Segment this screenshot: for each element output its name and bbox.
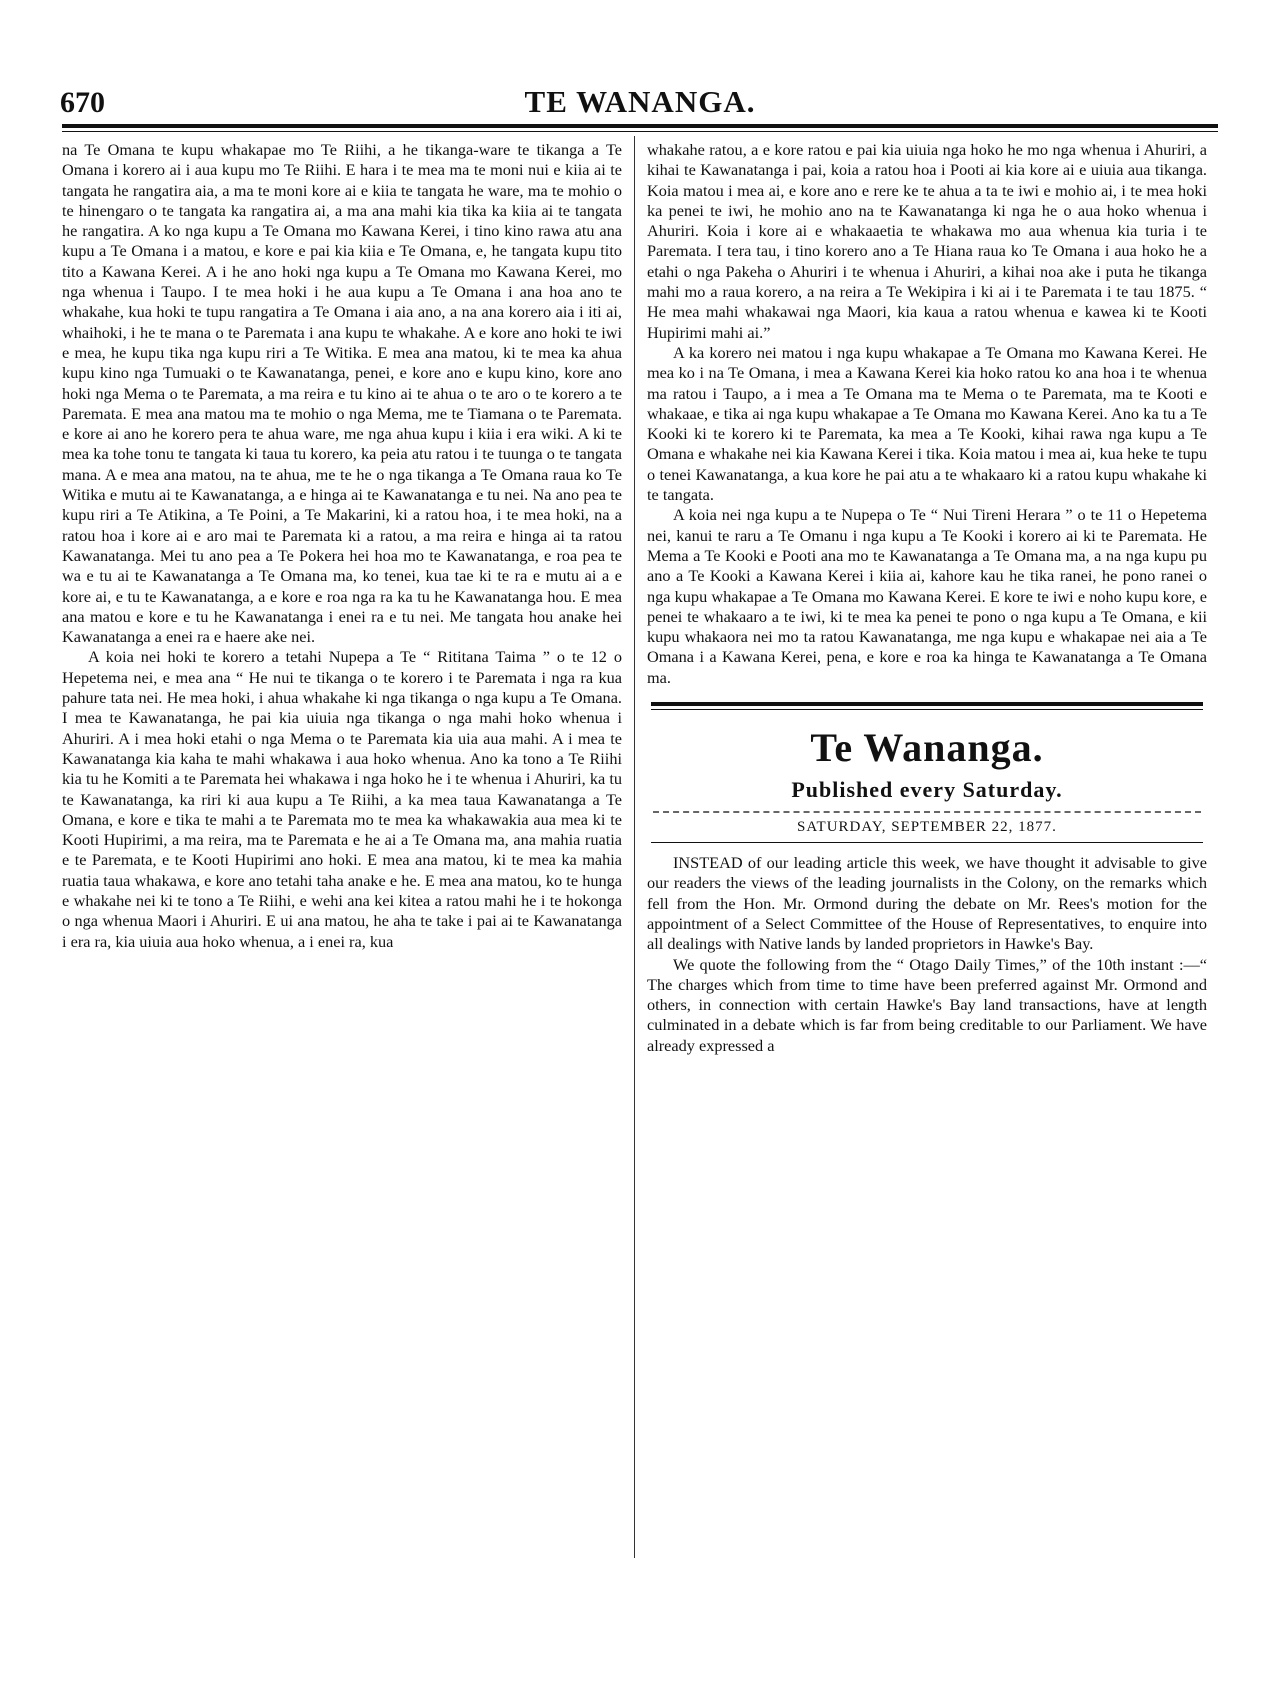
english-paragraph-1: INSTEAD of our leading article this week, we have thought it advisable to give our readers the views of the leading journalists in the Colony, on the remarks which fell from the Hon. Mr. Ormond during the debate on Mr. Rees's motion for the appointment of a Select Committee of the House of Representatives, to enquire into all dealings with Native lands by landed proprietors in Hawke's Bay. [647, 853, 1207, 954]
section-rule-thin [651, 709, 1203, 710]
left-paragraph-1: na Te Omana te kupu whakapae mo Te Riihi, a he tikanga-ware te tikanga a Te Omana i korero ai i aua kupu mo Te Riihi. E hara i te mea ma te moni nui e kiia ai te tangata he rangatira aia, a ma te moni kore ai e kiia te tangata he ware, ma te mohio o te hinengaro o te tangata ka rangatira ai, a ma ana mahi kia tika ka kiia ai te tangata he rangatira. A ko nga kupu a Te Omana mo Kawana Kerei, i tino kino rawa atu ana kupu a Te Omana i a matou, e kore e pai kia kiia e Te Omana, e, he tangata kupu tito tito a Kawana Kerei. A i he ano hoki nga kupu a Te Omana mo Kawana Kerei, mo nga whenua i Taupo. I te mea hoki i he aua kupu a Te Omana i ana hoa ano te whakahe, kua hoki te tupu rangatira a Te Omana i aia ano, a na ana korero aia i iti ai, whaihoki, i he te mana o te Paremata i ana kupu te whakahe. A e kore ano hoki te iwi e mea, he kupu tika nga kupu riri a Te Witika. E mea ana matou, ki te mea ka ahua kupu kino nga Tumuaki o te Kawanatanga, penei, e kore ano e kupu kino, kore ano hoki nga Mema o te Paremata, a ma reira e tu kino ai te ahua o te aro o te korero a te Paremata. E mea ana matou ma te mohio o nga Mema, me te Tiamana o te Paremata. e kore ai ano he korero pera te ahua ware, me nga ahua kupu i kiia i era wiki. A ki te mea ka tohe tonu te tangata ki taua tu korero, ka peia atu ratou i te tuunga o te tangata mana. A e mea ana matou, na te ahua, me te he o nga tikanga a Te Omana raua ko Te Witika e mutu ai te Kawanatanga, a e hinga ai te Kawanatanga e tu nei. Na ano pea te kupu riri a Te Atikina, a Te Poini, a Te Makarini, ki a ratou hoa, i te mea hoki, na a ratou hoa i kore ai e aro mai te Paremata ki a ratou, a ma reira e hinga ai ta ratou Kawanatanga. Mei tu ano pea a Te Pokera hei hoa mo te Kawanatanga, e roa pea te wa e tu ai te Kawanatanga a Te Omana ma, ko tenei, kua tae ki te ra e mutu ai a e kore ai, e tu te Kawanatanga, a e kore e roa nga ra ka tu he Kawanatanga hou. E mea ana matou e kore e tu he Kawanatanga i enei ra e tu nei. Me tangata hou anake hei Kawanatanga a enei ra e haere ake nei. [62, 140, 622, 647]
section-rule-thick [651, 702, 1203, 706]
issue-dateline: SATURDAY, SEPTEMBER 22, 1877. [797, 819, 1057, 836]
english-paragraph-2: We quote the following from the “ Otago Daily Times,” of the 10th instant :—“ The charges which from time to time have been preferred against Mr. Ormond and others, in connection with certain Hawke's Bay land transactions, have at length culminated in a debate which is far from being creditable to our Parliament. We have already expressed a [647, 954, 1207, 1055]
right-paragraph-2: A ka korero nei matou i nga kupu whakapae a Te Omana mo Kawana Kerei. He mea ko i na Te Omana, i mea a Kawana Kerei kia hoko ratou ko ana hoa i te whenua ma ratou i Taupo, a i mea a Te Omana ma te Mema o te Paremata, ma te Kooti e whakaae, e tika ai nga kupu whakapae a Te Omana mo Kawana Kerei. Ano ka tu a Te Kooki ki te korero ki te Paremata, ka mea a Te Kooki, kihai rawa nga kupu a Te Omana e whakahe nei kia Kawana Kerei i tika. Koia matou i mea ai, kua heke te tupu o tenei Kawanatanga, a kua kore he pai atu a te whakaaro ki a ratou kupu whakahe ki te tangata. [647, 342, 1207, 505]
paper-title: Te Wananga. [810, 725, 1044, 771]
right-paragraph-1: whakahe ratou, a e kore ratou e pai kia uiuia nga hoko he mo nga whenua i Ahuriri, a kihai te Kawanatanga i pai, koia a ratou hoa i Pooti ai kia kore ai e uiuia aua tikanga. Koia matou i mea ai, e kore ano e rere ke te ahua a ta te iwi e mohio ai, i te mea hoki ka penei te iwi, he mohio ano na te Kawanatanga ki nga he o aua hoko whenua i Ahuriri. Koia i kore ai e whakaaetia te whakawa mo aua whenua kia turia i te Paremata. I tera tau, i tino korero ano a Te Hiana raua ko Te Omana i aua hoko he a etahi o nga Pakeha o Ahuriri i te whenua i Ahuriri, a kihai noa ake i puta he tikanga mahi mo a raua korero, a na reira a Te Wekipira i ki ai i te Paremata i te tau 1875. “ He mea mahi whakawai nga Maori, kia kaua a ratou whenua e kawea ki te Kooti Hupirimi mahi ai.” [647, 140, 1207, 342]
left-column [62, 140, 622, 952]
header-rule-thin [62, 131, 1218, 132]
dashed-rule [653, 811, 1201, 813]
column-divider [634, 136, 635, 1558]
masthead-title: TE WANANGA. [524, 84, 756, 119]
paper-tagline: Published every Saturday. [791, 777, 1063, 803]
dateline-rule [651, 842, 1203, 843]
right-paragraph-3: A koia nei nga kupu a te Nupepa o Te “ Nui Tireni Herara ” o te 11 o Hepetema nei, kanui te raru a Te Omanu i nga kupu a Te Kooki i korero ai ki te Paremata. He Mema a Te Kooki e Pooti ana mo te Kawanatanga a Te Omana ma, a na nga kupu pu ano a Te Kooki a Kawana Kerei i kiia ai, kahore kau he tika ranei, he pono ranei o nga kupu whakapae a Te Omana mo Kawana Kerei. E kore te iwi e noho kupu kore, e penei te whakaaro a te iwi, ki te mea ka penei te pono o nga kupu a Te Omana, e kii kupu whakaora nei mo ta ratou Kawanatanga, me nga kupu e whakapae nei aia a Te Omana i a Kawana Kerei, pena, e kore e roa ka hinga te Kawanatanga a Te Omana ma. [647, 505, 1207, 687]
left-paragraph-2: A koia nei hoki te korero a tetahi Nupepa a Te “ Rititana Taima ” o te 12 o Hepetema nei, e mea ana “ He nui te tikanga o te korero i te Paremata i nga ra kua pahure tata nei. He mea hoki, i ahua whakahe ki nga tikanga o nga kupu a Te Omana. I mea te Kawanatanga, he pai kia uiuia nga tikanga o nga mahi hoko whenua i Ahuriri. A i mea hoki etahi o nga Mema o te Paremata kia uia aua mahi. A i mea te Kawanatanga kia kaha te mahi whakawa i aua hoko whenua. Ano ka tono a Te Riihi kia tu he Komiti a te Paremata hei whakawa i nga hoko he i te whenua i Ahuriri, ka tu te Kawanatanga, ka riri ki aua kupu a Te Riihi, a ka mea taua Kawanatanga a Te Omana, e kore e tika te mahi a te Paremata mo te mea ka whakawakia aua mea ki te Kooti Hupirimi, a ma reira, ma te Paremata e he ai a Te Omana ma, ana mahia ruatia e te Paremata, e te Kooti Hupirimi ano hoki. E mea ana matou, ki te mea ka mahia ruatia taua whakawa, e kore ano tetahi taha anake e he. E mea ana matou, ko te hunga e whakahe nei ki te tono a Te Riihi, e wehi ana kei kitea a ratou mahi he i te hokonga o nga whenua Maori i Ahuriri. E ui ana matou, he aha te take i pai ai te Kawanatanga i era ra, kia uiuia aua hoko whenua, a i enei ra, kua [62, 647, 622, 951]
header-rule-thick [62, 124, 1218, 128]
page-number: 670 [60, 86, 105, 119]
right-column [647, 140, 1207, 1056]
